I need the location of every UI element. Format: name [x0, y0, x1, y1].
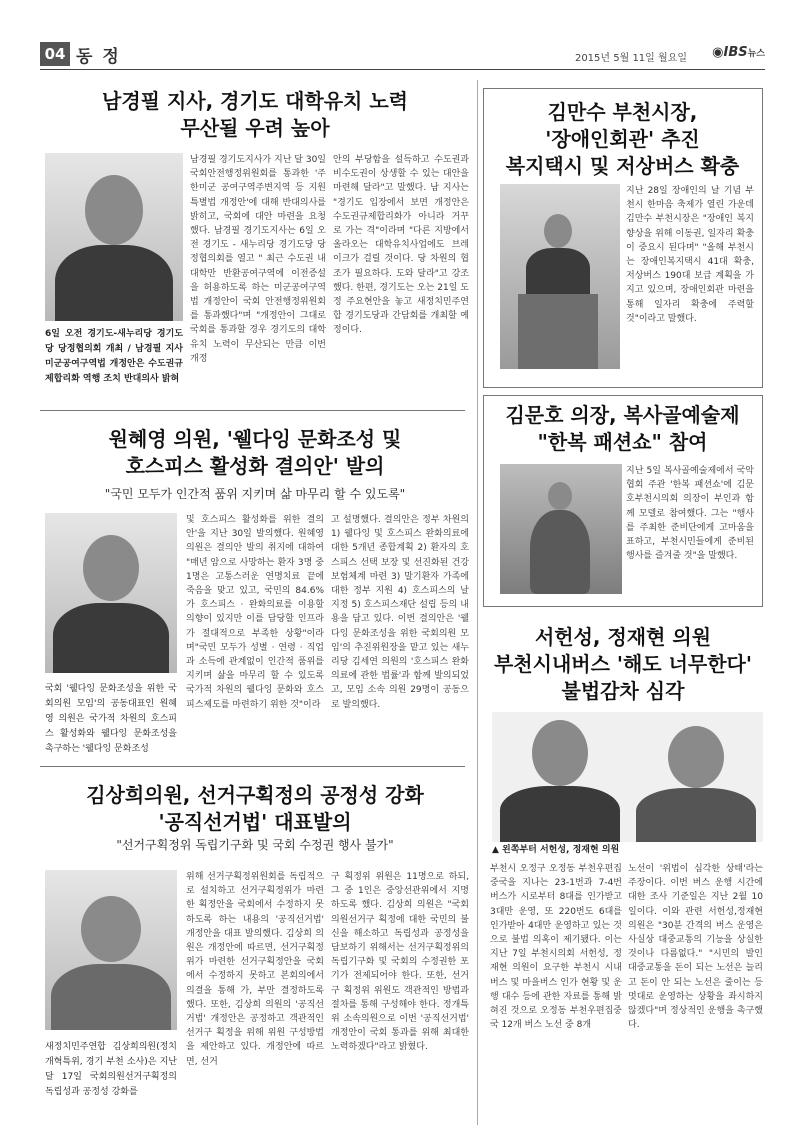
- logo-suffix: 뉴스: [747, 49, 765, 59]
- article-photo: [500, 464, 622, 594]
- article-photo: [45, 153, 183, 321]
- headline: [483, 624, 763, 705]
- headline-line-1: 남경필 지사, 경기도 대학유치 노력: [102, 89, 408, 113]
- headline-line-2: "한복 패션쇼" 참여: [537, 430, 708, 454]
- headline-line-2: 호스피스 활성화 결의안' 발의: [125, 454, 385, 478]
- section-title: 동 정: [76, 47, 121, 67]
- photo-caption: 6일 오전 경기도-새누리당 경기도당 당정협의회 개최 / 남경필 지사 미군공여구역법 개정안은 수도권규제합리화 역행 조치 반대의사 밝혀: [45, 329, 183, 384]
- subtitle: "국민 모두가 인간적 품위 지키며 삶 마무리 할 수 있도록": [104, 487, 406, 501]
- headline-line-2: '장애인회관' 추진: [545, 127, 700, 151]
- issue-date: 2015년 5월 11일 월요일: [574, 53, 687, 64]
- headline: [45, 782, 465, 836]
- article-kim-moon-ho: [483, 395, 763, 607]
- article-photo-left: [492, 712, 628, 842]
- headline-line-1: 김상희의원, 선거구획정의 공정성 강화: [86, 783, 424, 807]
- column-divider: [477, 80, 478, 1125]
- headline-line-1: 김문호 의장, 복사골예술제: [505, 403, 740, 427]
- article-text: 지난 5일 복사골예술제에서 국악협회 주관 '한복 패션쇼'에 김문호부천시의회 의장이 부인과 함께 모델로 참여했다. 그는 "행사를 주최한 준비단에게 고마움을 표하고, 부천시민들에게 준비된 행사를 즐겨줄 것"을 말했다.: [626, 466, 754, 562]
- headline-line-3: 복지택시 및 저상버스 확충: [505, 154, 740, 178]
- section-number: 04: [40, 42, 70, 66]
- article-text-col-1: 위해 선거구획정위원회를 독립적으로 설치하고 선거구획정위가 마련한 획정안을 국회에서 수정하지 못하도록 하는 내용의 '공직선거법' 개정안을 대표 발의했다. 김상희 의원은 개정안에 따르면, 선거구획정위가 마련한 선거구획정안을 국회에서 수정하지 못하고 본회의에서 의결을 통해 가, 부만 결정하도록 했다. 또한, 김상희 의원의 '공직선거법' 개정안은 공정하고 객관적인 선거구 획정을 위해 위원 구성방법을 제안하고 있다. 개정안에 따르면, 선거: [186, 872, 324, 1067]
- headline-line-1: 김만수 부천시장,: [547, 100, 698, 124]
- photo-caption: 새정치민주연합 김상희의원(정치개혁특위, 경기 부천 소사)은 지난달 17일 국회의원선거구획정의 독립성과 공정성 강화를: [45, 1042, 177, 1097]
- headline-line-3: 불법감차 심각: [561, 679, 685, 703]
- headline-line-1: 원혜영 의원, '웰다잉 문화조성 및: [108, 427, 402, 451]
- photo-caption: ▲ 왼쪽부터 서헌성, 정재현 의원: [492, 845, 620, 855]
- article-photo: [500, 184, 620, 369]
- headline: [45, 88, 465, 142]
- headline: [484, 99, 761, 180]
- section-divider: [40, 766, 465, 767]
- section-divider: [40, 410, 465, 411]
- article-text-col-2: 고 설명했다. 결의안은 정부 차원의 1) 웰다잉 및 호스피스 완화의료에 대한 5개년 종합계획 2) 환자의 호스피스 선택 보장 및 선진화된 건강보험체계 마련 3) 말기환자 가족에 대한 정부 지원 4) 호스피스의 날 지정 5) 호스피스재단 설립 등의 내용을 담고 있다. 이번 결의안은 '웰다잉 문화조성을 위한 국회의원 모임'의 추진위원장을 맡고 있는 새누리당 김세연 의원의 '호스피스 완화의료에 관한 법률'과 함께 발의되었고, 모임 소속 의원 29명이 공동으로 발의했다.: [331, 515, 469, 710]
- page-header: [40, 40, 765, 70]
- subtitle: "선거구획정위 독립기구화 및 국회 수정권 행사 불가": [116, 838, 394, 852]
- article-text-col-2: 노선이 '위법이 심각한 상태'라는 주장이다. 이번 버스 운행 시간에 대한 조사 기준일은 지난 2월 10일이다. 이와 관련 서헌성,정재현 의원은 "30분 간격의 버스 운영은 사실상 대중교통의 기능을 상실한 것이나 다름없다." "시민의 발인 대중교통을 돈이 되는 노선은 늘리고 돈이 안 되는 노선은 줄이는 등 멋대로 운영하는 상황을 좌시하지 않겠다"며 정상적인 운행을 촉구했다.: [628, 864, 763, 1031]
- article-text: 지난 28일 장애인의 날 기념 부천시 한마음 축제가 열린 가운데 김만수 부천시장은 "장애인 복지향상을 위해 이동권, 일자리 확충이 중요시 된다며" "올해 부천시는 장애인복지택시 41대 확충, 저상버스 190대 보급 계획을 가지고 있으며, 장애인회관 마련을 통해 일자리 확충에 주력할 것"이라고 말했다.: [626, 186, 754, 324]
- newspaper-logo: ◉IBS뉴스: [712, 45, 765, 60]
- logo-text: IBS: [723, 45, 748, 60]
- article-text-col-1: 부천시 오정구 오정동 부천우편집중국을 지나는 23-1번과 7-4번 버스가 시로부터 8대를 인가받고 3대만 운영, 또 220번도 6대를 인가받아 4대만 운영하고 있는 것으로 불법 의혹이 제기됐다. 이는 지난 7일 부천시의회 서헌성, 정재현 의원이 요구한 부천시 시내버스 및 마을버스 인가 현황 및 운행 대수 등에 관한 자료를 통해 밝혀진 것으로 오정동 부천우편집중국 12개 버스 노선 중 8개: [490, 864, 622, 1031]
- headline-line-1: 서헌성, 정재현 의원: [534, 625, 712, 649]
- photo-caption: 국회 '웰다잉 문화조성을 위한 국회의원 모임'의 공동대표인 원혜영 의원은 국가적 차원의 호스피스 활성화와 웰다잉 문화조성을 촉구하는 '웰다잉 문화조성: [45, 684, 177, 754]
- headline-line-2: 무산될 우려 높아: [180, 116, 330, 140]
- headline-line-2: 부천시내버스 '해도 너무한다': [493, 652, 752, 676]
- headline: [484, 402, 761, 456]
- article-kim-man-soo: [483, 88, 763, 388]
- article-photo-right: [628, 712, 763, 842]
- headline: [45, 426, 465, 480]
- article-photo: [45, 513, 177, 673]
- article-photo: [45, 870, 177, 1030]
- article-text-col-2: 안의 부당함을 설득하고 수도권과 비수도권이 상생할 수 있는 대안을 마련해 달라"고 말했다. 남 지사는 "경기도 입장에서 보면 개정안은 수도권규제합리화가 아니라 거꾸로 가는 격"이라며 "다른 지방에서 올라오는 대학유치사업에도 브레이크가 걸릴 것이다. 당 차원의 협조가 필요하다. 도와 달라"고 강조했다. 한편, 경기도는 오는 21일 도정 주요현안을 놓고 새정치민주연합 경기도당과 간담회를 개최할 예정이다.: [333, 155, 469, 336]
- article-text-col-2: 구 획정위 위원은 11명으로 하되, 그 중 1인은 중앙선관위에서 지명하도록 했다. 김상희 의원은 "국회의원선거구 획정에 대한 국민의 불신을 해소하고 독립성과 공정성을 담보하기 위해서는 선거구획정위의 독립기구화 및 국회의 수정권한 포기가 전제되어야 한다. 또한, 선거구 획정위 위원도 객관적인 방법과 절차를 통해 구성해야 한다. 정개특위 소속의원으로 이번 '공직선거법' 개정안이 국회 통과를 위해 최대한 노력하겠다"라고 밝혔다.: [331, 872, 469, 1053]
- headline-line-2: '공직선거법' 대표발의: [158, 810, 352, 834]
- article-text-col-1: 및 호스피스 활성화를 위한 결의안'을 지난 30일 발의했다. 원혜영 의원은 결의안 발의 취지에 대하여 "매년 암으로 사망하는 환자 3명 중 1명은 고통스러운 연명치료 끝에 죽음을 맞고 있고, 국민의 84.6%가 호스피스 · 완화의료를 이용할 의향이 있지만 이를 담당할 인프라가 절대적으로 부족한 상황"이라며"국민 모두가 성별 · 연령 · 직업과 소득에 관계없이 인간적 품위를 지키며 삶을 마무리 할 수 있도록 국가적 차원의 웰다잉 문화와 호스피스제도를 마련하기 위한 것"이라: [186, 515, 324, 710]
- article-text-col-1: 남경필 경기도지사가 지난 달 30일 국회안전행정위원회를 통과한 '주한미군 공여구역주변지역 등 지원 특별법 개정안'에 대해 반대의사를 밝히고, 국회에 대안 마련을 요청했다. 남경필 경기도지사는 6일 오전 경기도 - 새누리당 경기도당 당정협의회를 열고 " 최근 수도권 내 대학만 반환공여구역에 이전증설을 허용하도록 하는 미군공여구역법 개정안이 국회 안전행정위원회를 통과했다"며 "개정안이 그대로 국회를 통과할 경우 경기도의 대학유치 노력이 무산되는 만큼 이번 개정: [190, 155, 326, 364]
